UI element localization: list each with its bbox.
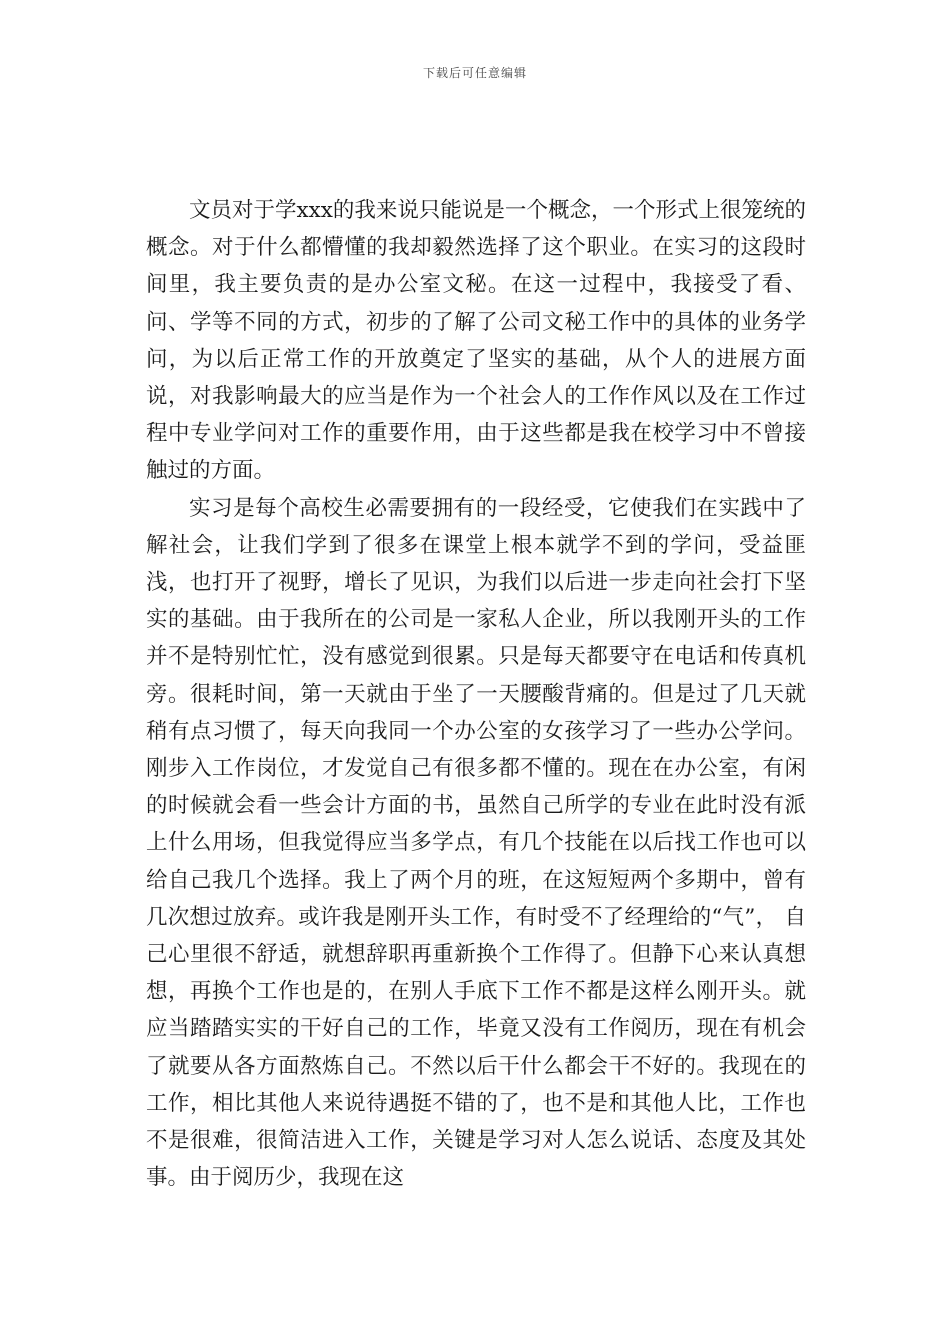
document-body: [146, 192, 806, 1196]
paragraph: 实习是每个高校生必需要拥有的一段经受，它使我们在实践中了解社会，让我们学到了很多在课堂上根本就学不到的学问，受益匪浅，也打开了视野，增长了见识，为我们以后进一步走向社会打下坚实的基础。由于我所在的公司是一家私人企业，所以我刚开头的工作并不是特别忙忙，没有感觉到很累。只是每天都要守在电话和传真机旁。很耗时间，第一天就由于坐了一天腰酸背痛的。但是过了几天就稍有点习惯了，每天向我同一个办公室的女孩学习了一些办公学问。刚步入工作岗位，才发觉自己有很多都不懂的。现在在办公室，有闲的时候就会看一些会计方面的书，虽然自己所学的专业在此时没有派上什么用场，但我觉得应当多学点，有几个技能在以后找工作也可以给自己我几个选择。我上了两个月的班，在这短短两个多期中，曾有几次想过放弃。或许我是刚开头工作，有时受不了经理给的“气”， 自己心里很不舒适，就想辞职再重新换个工作得了。但静下心来认真想想，再换个工作也是的，在别人手底下工作不都是这样么刚开头。就应当踏踏实实的干好自己的工作，毕竟又没有工作阅历，现在有机会了就要从各方面熬炼自己。不然以后干什么都会干不好的。我现在的工作，相比其他人来说待遇挺不错的了，也不是和其他人比，工作也不是很难，很简洁进入工作，关键是学习对人怎么说话、态度及其处事。由于阅历少，我现在这: [146, 495, 806, 1191]
page-header: 下载后可任意编辑: [422, 66, 527, 80]
paragraph: 文员对于学xxx的我来说只能说是一个概念，一个形式上很笼统的概念。对于什么都懵懂的我却毅然选择了这个职业。在实习的这段时间里，我主要负责的是办公室文秘。在这一过程中，我接受了看、问、学等不同的方式，初步的了解了公司文秘工作中的具体的业务学问，为以后正常工作的开放奠定了坚实的基础，从个人的进展方面说，对我影响最大的应当是作为一个社会人的工作作风以及在工作过程中专业学问对工作的重要作用，由于这些都是我在校学习中不曾接触过的方面。: [146, 198, 806, 484]
